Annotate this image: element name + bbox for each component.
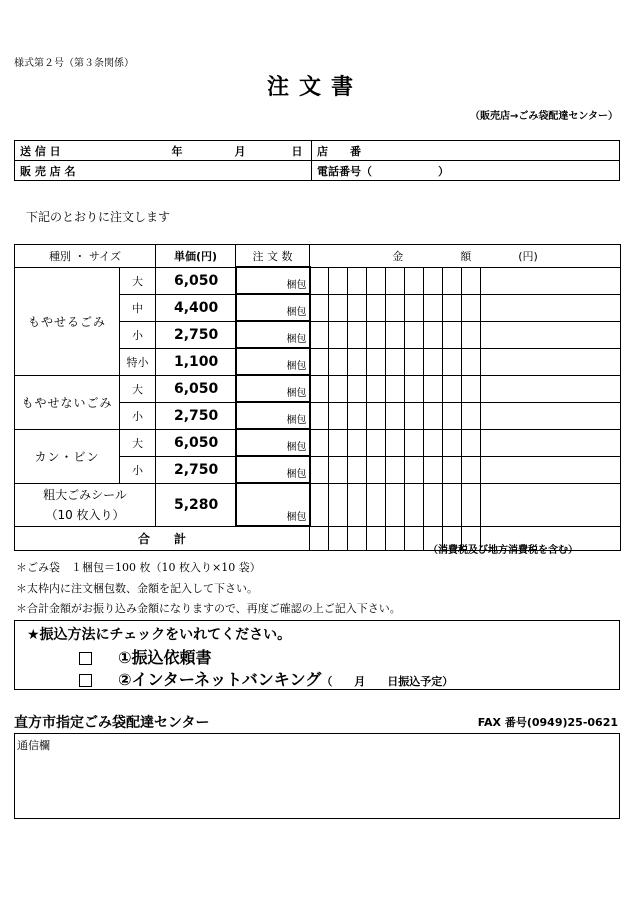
fax-number: FAX 番号(0949)25‐0621 xyxy=(477,716,618,729)
total-label: 合 計 xyxy=(15,526,310,550)
price-cell: 4,400 xyxy=(156,294,236,321)
qty-input[interactable]: 梱包 xyxy=(236,402,310,429)
amount-input[interactable] xyxy=(481,456,621,483)
amount-input[interactable] xyxy=(481,375,621,402)
store-number-label: 店 番 xyxy=(317,144,361,158)
qty-input[interactable]: 梱包 xyxy=(236,348,310,375)
amount-input[interactable] xyxy=(481,429,621,456)
price-cell: 2,750 xyxy=(156,456,236,483)
size-cell: 中 xyxy=(120,294,156,321)
qty-input[interactable]: 梱包 xyxy=(236,294,310,321)
table-row xyxy=(15,267,621,294)
size-cell: 大 xyxy=(120,429,156,456)
checkbox-internet-banking[interactable] xyxy=(79,674,92,687)
qty-input[interactable]: 梱包 xyxy=(236,375,310,402)
amount-input[interactable] xyxy=(481,402,621,429)
payment-option-1[interactable] xyxy=(79,645,212,668)
year-label: 年 xyxy=(171,144,183,158)
amount-input[interactable] xyxy=(481,483,621,526)
tax-note: （消費税及び地方消費税を含む） xyxy=(428,545,578,556)
amount-char-2: 額 xyxy=(460,249,472,263)
category-nonburnable: もやせないごみ xyxy=(15,375,120,429)
col-price-header: 単価(円) xyxy=(156,245,236,268)
category-sticker xyxy=(15,483,156,526)
sticker-label: 粗大ごみシール xyxy=(43,487,127,502)
day-label: 日 xyxy=(291,144,303,158)
price-cell: 2,750 xyxy=(156,402,236,429)
price-cell: 5,280 xyxy=(156,483,236,526)
phone-label: 電話番号（ ） xyxy=(317,164,449,178)
order-note: 下記のとおりに注文します xyxy=(26,210,171,224)
table-row xyxy=(15,375,621,402)
send-date-label: 送 信 日 xyxy=(20,144,61,158)
amount-char-1: 金 xyxy=(392,249,404,263)
amount-input[interactable] xyxy=(481,348,621,375)
instruction-item: ＊太枠内に注文梱包数、金額を記入して下さい。 xyxy=(16,581,258,595)
price-cell: 1,100 xyxy=(156,348,236,375)
qty-input[interactable]: 梱包 xyxy=(236,456,310,483)
category-burnable: もやせるごみ xyxy=(15,267,120,375)
store-number-field[interactable] xyxy=(312,141,620,161)
phone-field[interactable] xyxy=(312,161,620,181)
qty-input[interactable]: 梱包 xyxy=(236,321,310,348)
form-id: 様式第２号（第３条関係） xyxy=(14,58,134,69)
payment-method-box xyxy=(14,620,620,690)
instruction-item: ＊ごみ袋 １梱包＝100 枚（10 枚入り×10 袋） xyxy=(16,561,261,574)
payment-heading: ★振込方法にチェックをいれてください。 xyxy=(27,627,292,643)
col-type-header: 種別 ・ サイズ xyxy=(15,245,156,268)
col-amount-header xyxy=(310,245,621,268)
sender-info-table xyxy=(14,140,620,181)
instructions xyxy=(16,558,401,620)
page-title: 注文書 xyxy=(266,75,363,100)
send-date-field[interactable] xyxy=(15,141,312,161)
communication-label: 通信欄 xyxy=(17,739,50,752)
order-table xyxy=(14,244,621,551)
sticker-pack-label: （10 枚入り） xyxy=(45,507,125,522)
qty-input[interactable]: 梱包 xyxy=(236,483,310,526)
size-cell: 小 xyxy=(120,402,156,429)
size-cell: 小 xyxy=(120,321,156,348)
amount-input[interactable] xyxy=(481,294,621,321)
month-label: 月 xyxy=(234,144,246,158)
page-subtitle: （販売店→ごみ袋配達センター） xyxy=(470,111,618,122)
amount-input[interactable] xyxy=(481,267,621,294)
amount-unit: (円) xyxy=(518,249,538,263)
table-row xyxy=(15,429,621,456)
category-can-bottle: カン・ビン xyxy=(15,429,120,483)
option-1-label: ①振込依頼書 xyxy=(118,648,212,667)
checkbox-transfer-slip[interactable] xyxy=(79,652,92,665)
option-2-detail: （ 月 日振込予定） xyxy=(321,675,454,688)
store-name-label: 販 売 店 名 xyxy=(20,164,76,178)
size-cell: 大 xyxy=(120,267,156,294)
col-qty-header: 注 文 数 xyxy=(236,245,310,268)
instruction-item: ＊合計金額がお振り込み金額になりますので、再度ご確認の上ご記入下さい。 xyxy=(16,602,401,615)
payment-option-2[interactable] xyxy=(79,667,453,690)
store-name-field[interactable] xyxy=(15,161,312,181)
size-cell: 特小 xyxy=(120,348,156,375)
amount-input[interactable] xyxy=(481,321,621,348)
qty-input[interactable]: 梱包 xyxy=(236,267,310,294)
option-2-label: ②インターネットバンキング xyxy=(118,670,322,689)
price-cell: 6,050 xyxy=(156,375,236,402)
qty-input[interactable]: 梱包 xyxy=(236,429,310,456)
size-cell: 大 xyxy=(120,375,156,402)
price-cell: 6,050 xyxy=(156,267,236,294)
size-cell: 小 xyxy=(120,456,156,483)
table-row xyxy=(15,483,621,526)
delivery-center-name: 直方市指定ごみ袋配達センター xyxy=(14,715,210,731)
price-cell: 2,750 xyxy=(156,321,236,348)
communication-field[interactable] xyxy=(14,733,620,819)
price-cell: 6,050 xyxy=(156,429,236,456)
